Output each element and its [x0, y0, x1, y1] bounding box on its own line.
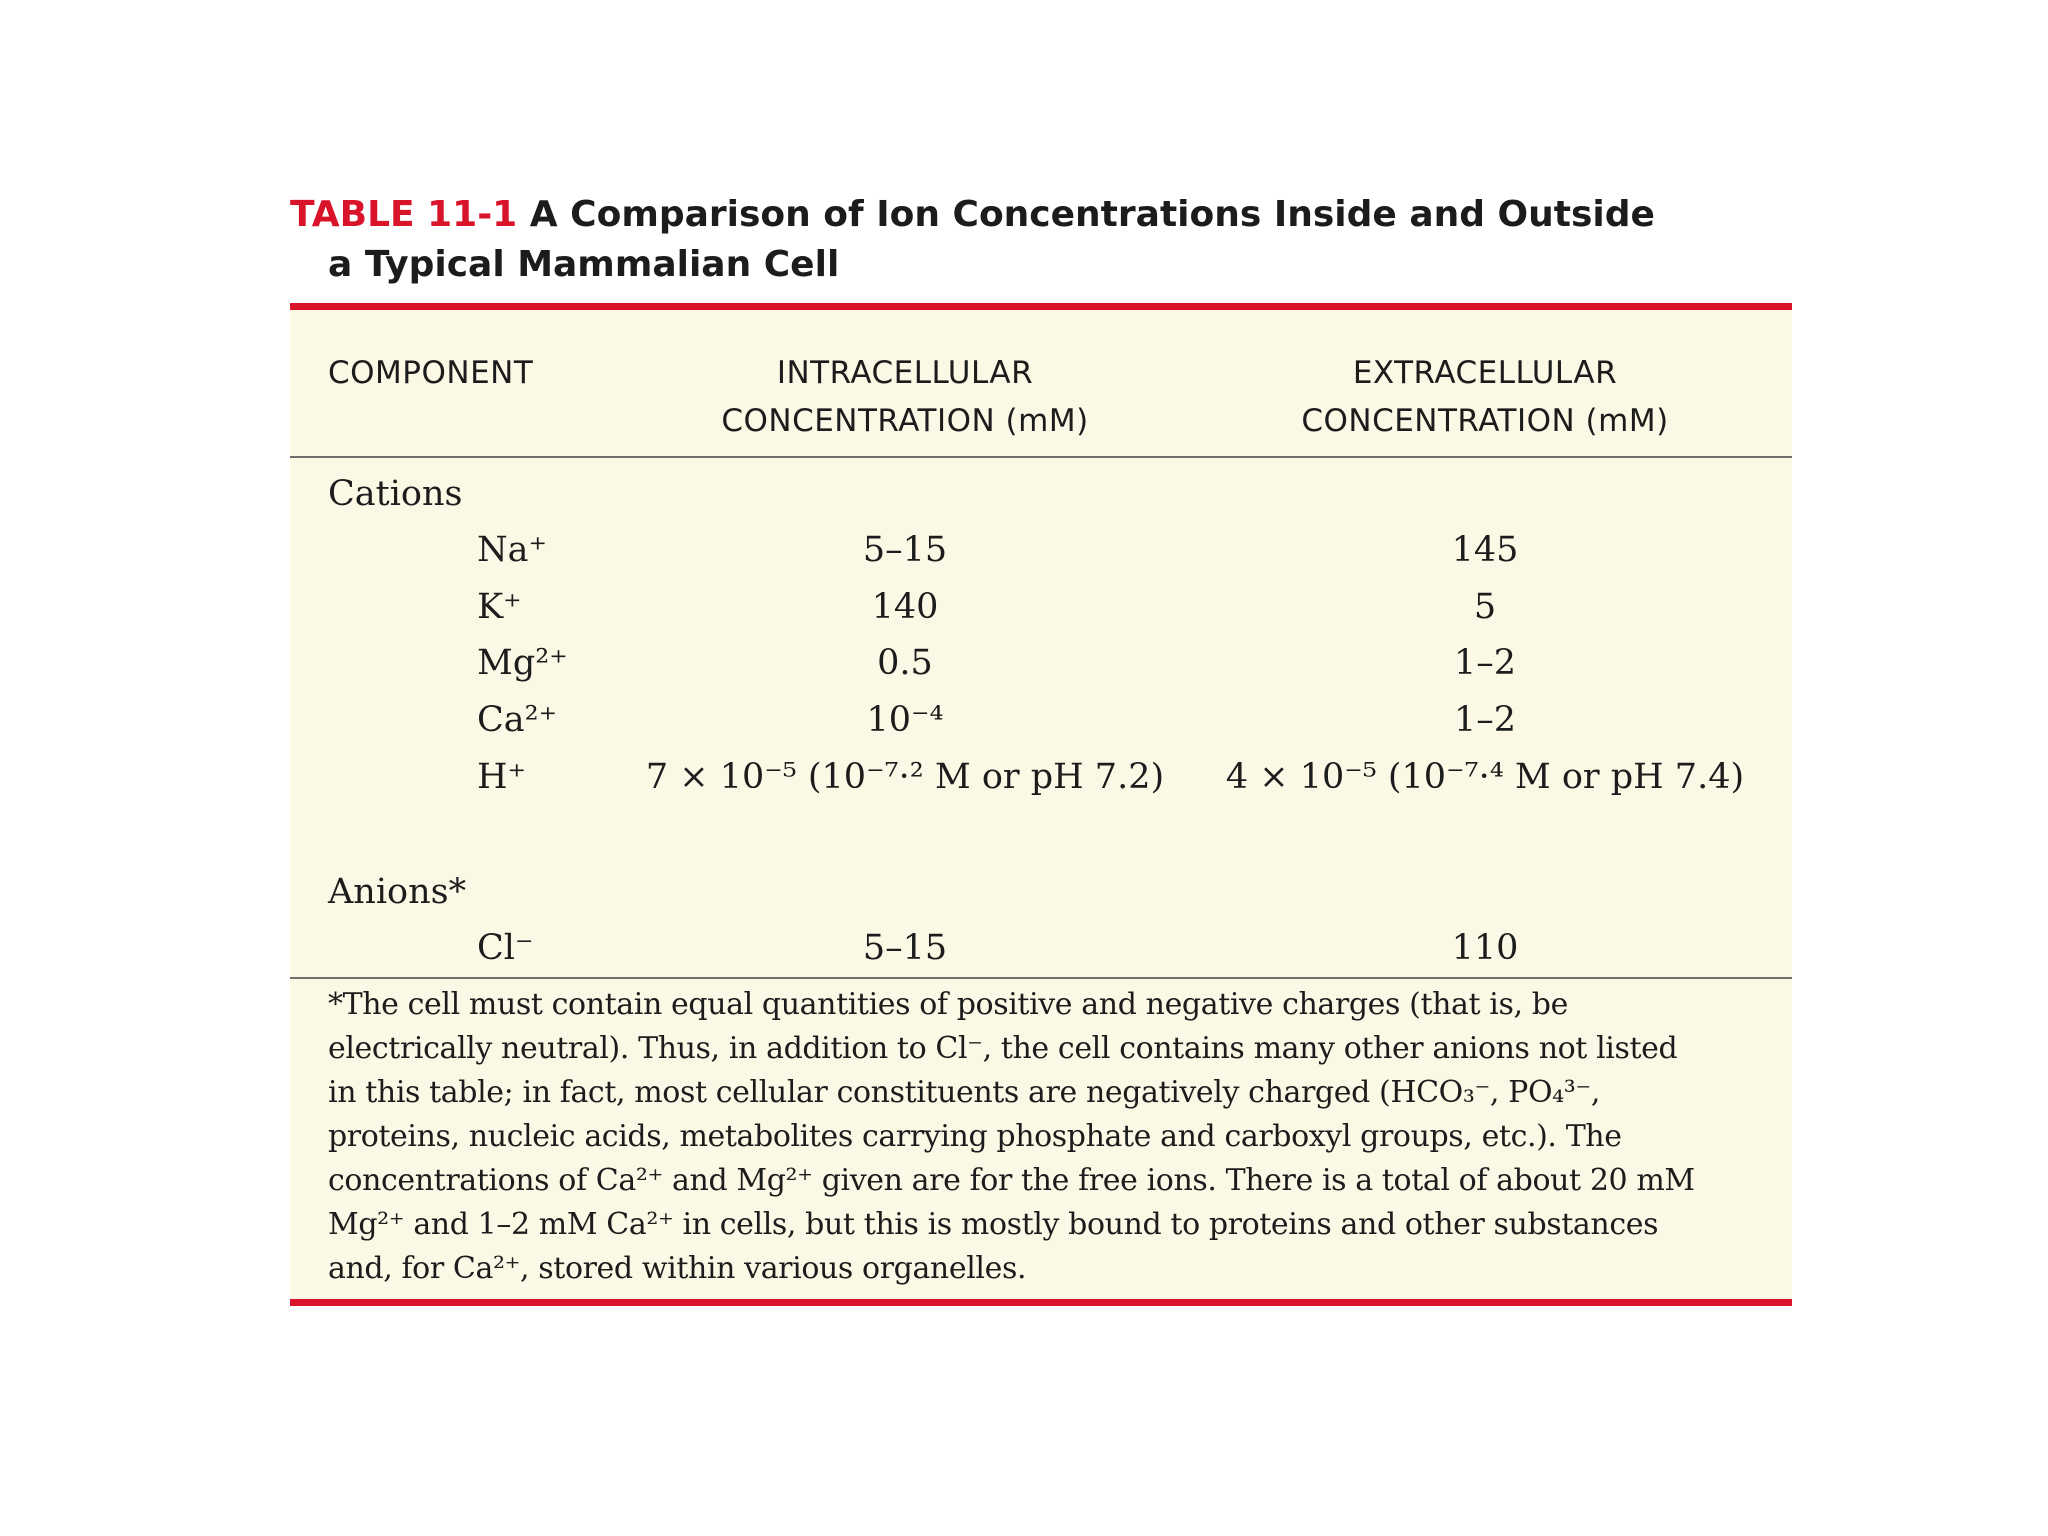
row-extra-na: 145 [1451, 530, 1519, 570]
header-intracellular-line-1: INTRACELLULAR [776, 355, 1034, 391]
row-ion-mg: Mg²⁺ [477, 643, 568, 683]
row-intra-na: 5–15 [862, 530, 948, 570]
row-intra-h: 7 × 10⁻⁵ (10⁻⁷·² M or pH 7.2) [645, 757, 1165, 797]
row-ion-h: H⁺ [477, 757, 526, 797]
header-intracellular [620, 349, 1190, 445]
footnote-line-5: concentrations of Ca²⁺ and Mg²⁺ given are for the free ions. There is a total of about 20 mM [328, 1163, 1695, 1198]
ion-table [290, 303, 1792, 1306]
footnote-line-6: Mg²⁺ and 1–2 mM Ca²⁺ in cells, but this is mostly bound to proteins and other substances [328, 1207, 1659, 1242]
header-extracellular-line-1: EXTRACELLULAR [1352, 355, 1618, 391]
row-ion-na: Na⁺ [477, 530, 547, 570]
row-extra-cl: 110 [1451, 928, 1519, 968]
body-divider [290, 977, 1792, 979]
row-ion-k: K⁺ [477, 587, 522, 627]
footnote-line-7: and, for Ca²⁺, stored within various organelles. [328, 1251, 1027, 1286]
header-divider [290, 456, 1792, 458]
row-extra-k: 5 [1473, 587, 1497, 627]
row-extra-h: 4 × 10⁻⁵ (10⁻⁷·⁴ M or pH 7.4) [1225, 757, 1745, 797]
title-line-2: a Typical Mammalian Cell [328, 244, 840, 285]
footnote-line-2: electrically neutral). Thus, in addition to Cl⁻, the cell contains many other anions not listed [328, 1031, 1678, 1066]
header-component: COMPONENT [328, 355, 534, 391]
row-intra-ca: 10⁻⁴ [866, 700, 944, 740]
footnote-line-4: proteins, nucleic acids, metabolites carrying phosphate and carboxyl groups, etc.). The [328, 1119, 1622, 1154]
header-extracellular [1200, 349, 1770, 445]
title-line-1: A Comparison of Ion Concentrations Inside and Outside [529, 194, 1655, 235]
footnote-line-3: in this table; in fact, most cellular constituents are negatively charged (HCO₃⁻, PO₄³⁻, [328, 1075, 1600, 1110]
row-extra-mg: 1–2 [1453, 643, 1517, 683]
row-ion-cl: Cl⁻ [477, 928, 534, 968]
table-number: TABLE 11-1 [290, 194, 518, 235]
row-ion-ca: Ca²⁺ [477, 700, 558, 740]
row-intra-mg: 0.5 [877, 643, 933, 683]
row-extra-ca: 1–2 [1453, 700, 1517, 740]
header-extracellular-line-2: CONCENTRATION (mM) [1301, 403, 1669, 439]
row-intra-cl: 5–15 [862, 928, 948, 968]
footnote-line-1: *The cell must contain equal quantities of positive and negative charges (that is, be [328, 987, 1568, 1022]
group-cations: Cations [328, 474, 463, 514]
footnote [328, 983, 1758, 1291]
group-anions: Anions* [328, 872, 467, 912]
header-intracellular-line-2: CONCENTRATION (mM) [721, 403, 1089, 439]
row-intra-k: 140 [871, 587, 939, 627]
table-title [290, 190, 1790, 290]
